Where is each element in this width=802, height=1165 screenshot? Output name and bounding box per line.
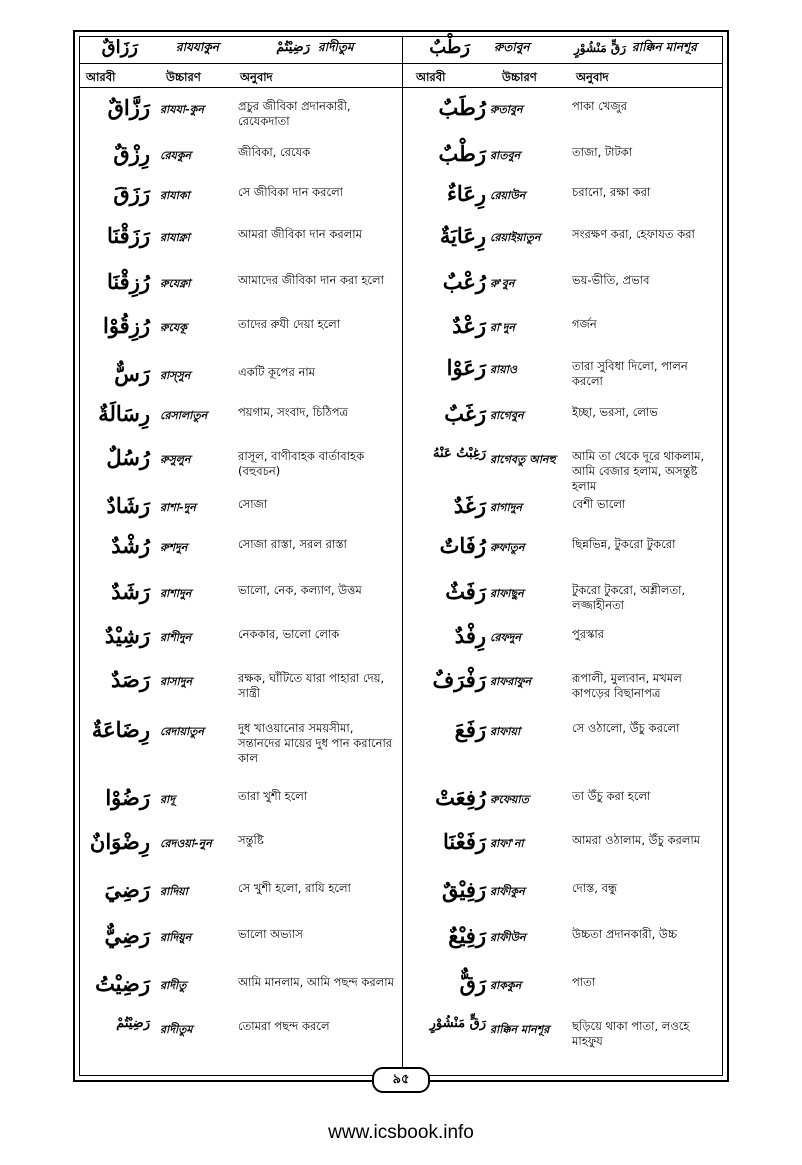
entry-meaning: আমাদের জীবিকা দান করা হলো: [238, 273, 384, 287]
entry-meaning: সে খুশী হলো, রাযি হলো: [238, 881, 351, 895]
entry-arabic: رُطَبٌ: [438, 95, 486, 120]
header-arabic-right: رَطْبٌ: [429, 37, 470, 58]
entry-arabic: رُزِقْنَا: [106, 269, 150, 294]
header-arabic-left: رَزَاقٌ: [101, 37, 138, 58]
entry-meaning: তোমরা পছন্দ করলে: [238, 1019, 330, 1033]
entry-meaning: ছিন্নভিন্ন, টুকরো টুকরো: [572, 537, 676, 551]
table-border: [79, 36, 723, 1076]
entry-pronunciation: রুতাবুন: [490, 103, 523, 116]
entry-pronunciation: রাযযা-কুন: [160, 103, 204, 116]
entry-arabic: رَشِيْدٌ: [104, 623, 150, 648]
entry-arabic: رَقٌّ: [459, 971, 486, 996]
entry-arabic: رَضِيْتُمْ: [116, 1016, 150, 1031]
entry-meaning: দুধ খাওয়ানোর সময়সীমা, সন্তানদের মায়ের দুধ পান করানোর কাল: [238, 721, 393, 765]
entry-pronunciation: রাগেবুন: [490, 409, 524, 422]
entry-meaning: তাজা, টাটকা: [572, 145, 633, 159]
entry-pronunciation: রুফেয়াত: [490, 793, 529, 806]
footer-url: www.icsbook.info: [328, 1122, 474, 1143]
column-divider: [402, 37, 403, 1075]
entry-meaning: তারা সুবিধা দিলো, পালন করলো: [572, 359, 688, 388]
header-arabic-left-mid: رَضِيْتُمْ: [276, 40, 310, 55]
entry-arabic: رَشَدٌ: [111, 579, 150, 604]
column-header-pronunciation: উচ্চারণ: [166, 70, 201, 84]
entry-meaning: গর্জন: [572, 317, 597, 331]
entry-meaning: সে জীবিকা দান করলো: [238, 185, 344, 199]
entry-pronunciation: রা'দুন: [490, 321, 515, 334]
entry-arabic: رَضِيْتُ: [95, 971, 150, 996]
entry-meaning: প্রচুর জীবিকা প্রদানকারী, রেযেকদাতা: [238, 99, 351, 128]
entry-pronunciation: রুশদুন: [160, 541, 188, 554]
entry-meaning: তাদের রুযী দেয়া হলো: [238, 317, 341, 331]
entry-pronunciation: রায়াও: [490, 363, 518, 376]
entry-pronunciation: রাশা-দুন: [160, 501, 196, 514]
entry-arabic: رِسَالَةٌ: [98, 401, 150, 426]
entry-arabic: رَغَبٌ: [444, 401, 486, 426]
entry-meaning: পুরস্কার: [572, 627, 605, 641]
entry-arabic: رَعَوْا: [446, 355, 486, 380]
entry-pronunciation: রাশীদুন: [160, 631, 192, 644]
entry-arabic: رِعَاءٌ: [447, 181, 486, 206]
entry-arabic: رَضِيٌّ: [104, 923, 150, 948]
entry-pronunciation: রেফদুন: [490, 631, 521, 644]
entry-pronunciation: রাফরাফুন: [490, 675, 532, 688]
entry-pronunciation: রেযকুন: [160, 149, 192, 162]
entry-arabic: رَفِيْقٌ: [441, 877, 486, 902]
entry-arabic: رُعْبٌ: [442, 269, 486, 294]
entry-meaning: নেককার, ভালো লোক: [238, 627, 340, 641]
entry-arabic: رَقٍّ مَنْشُوْرٍ: [429, 1016, 486, 1031]
entry-arabic: رَصَدٌ: [111, 667, 150, 692]
page-number: ৯৫: [372, 1067, 430, 1093]
entry-meaning: তারা খুশী হলো: [238, 789, 308, 803]
entry-arabic: رَسٌّ: [114, 361, 150, 386]
entry-meaning: চরানো, রক্ষা করা: [572, 185, 651, 199]
entry-pronunciation: রাস্সুন: [160, 369, 191, 382]
entry-pronunciation: রাযাক্না: [160, 231, 190, 244]
entry-arabic: رُزِقُوْا: [102, 313, 150, 338]
entry-pronunciation: রাফায়া: [490, 725, 521, 738]
entry-arabic: رَغِبْتُ عَنْهُ: [433, 446, 486, 461]
entry-pronunciation: রাগাদুন: [490, 501, 522, 514]
entry-pronunciation: রুসুলুন: [160, 453, 191, 466]
entry-meaning: আমি মানলাম, আমি পছন্দ করলাম: [238, 975, 394, 989]
entry-pronunciation: রেয়াউন: [490, 189, 526, 202]
entry-arabic: رُشْدٌ: [111, 533, 150, 558]
entry-arabic: رِضَاعَةٌ: [91, 717, 150, 742]
entry-pronunciation: রুযেকূ: [160, 321, 187, 334]
entry-pronunciation: রাককুন: [490, 979, 522, 992]
entry-meaning: আমি তা থেকে দূরে থাকলাম, আমি বেজার হলাম, অসন্তুষ্ট হলাম: [572, 449, 705, 493]
entry-pronunciation: রাসাদুন: [160, 675, 193, 688]
header-pronunciation-right-2: রাক্কিন মানশূর: [632, 40, 697, 54]
column-header-arabic: আরবী: [86, 70, 116, 84]
entry-meaning: সোজা: [238, 497, 268, 511]
entry-meaning: দোস্ত, বন্ধু: [572, 881, 618, 895]
entry-arabic: رَزَّاقٌ: [107, 95, 150, 120]
entry-arabic: رَضُوْا: [105, 785, 150, 810]
entry-meaning: রাসূল, বাণীবাহক বার্তাবাহক (বহুবচন): [238, 449, 365, 478]
entry-arabic: رَفْرَفٌ: [432, 667, 486, 692]
entry-arabic: رُفِعَتْ: [435, 785, 486, 810]
column-header-meaning: অনুবাদ: [576, 70, 609, 84]
column-header-arabic: আরবী: [416, 70, 446, 84]
entry-pronunciation: রাতবুন: [490, 149, 521, 162]
entry-meaning: পয়গাম, সংবাদ, চিঠিপত্র: [238, 405, 348, 419]
column-header-pronunciation: উচ্চারণ: [502, 70, 537, 84]
entry-arabic: رَغَدٌ: [453, 493, 486, 518]
entry-meaning: রক্ষক, ঘাঁটিতে যারা পাহারা দেয়, সান্ত্রী: [238, 671, 385, 700]
column-header-meaning: অনুবাদ: [240, 70, 273, 84]
entry-arabic: رِعَايَةٌ: [439, 223, 486, 248]
entry-meaning: ভালো, নেক, কল্যাণ, উত্তম: [238, 583, 362, 597]
entry-meaning: রূপালী, মুল্যবান, মখমল কাপড়ের বিছানাপত্র: [572, 671, 682, 700]
entry-meaning: সে ওঠালো, উঁচু করলো: [572, 721, 680, 735]
entry-arabic: رَفَعْنَا: [442, 829, 486, 854]
entry-meaning: টুকরো টুকরো, অশ্লীলতা, লজ্জাহীনতা: [572, 583, 686, 612]
entry-pronunciation: রাফা'না: [490, 837, 524, 850]
entry-arabic: رُفَاتٌ: [439, 533, 486, 558]
entry-pronunciation: রেদায়াতুন: [160, 725, 204, 738]
entry-arabic: رَطْبٌ: [438, 141, 486, 166]
entry-meaning: আমরা ওঠালাম, উঁচু করলাম: [572, 833, 701, 847]
entry-pronunciation: রাশাদুন: [160, 587, 192, 600]
entry-pronunciation: রাফাছুন: [490, 587, 524, 600]
entry-meaning: উচ্চতা প্রদানকারী, উচ্চ: [572, 927, 678, 941]
header-arabic-right-mid: رَقٍّ مَنْشُوْرٍ: [573, 41, 626, 55]
entry-pronunciation: রেদওয়া-নুন: [160, 837, 212, 850]
entry-arabic: رِفْدٌ: [454, 623, 486, 648]
entry-pronunciation: রাগেবতু আনহু: [490, 453, 556, 466]
entry-meaning: সোজা রাস্তা, সরল রাস্তা: [238, 537, 347, 551]
entry-arabic: رَفَثٌ: [445, 579, 486, 604]
entry-pronunciation: রাদিয়া: [160, 885, 188, 898]
entry-arabic: رَشَادٌ: [106, 493, 150, 518]
header-pronunciation-left-2: রাদীতুম: [318, 40, 354, 54]
entry-pronunciation: রু'বুন: [490, 277, 515, 290]
entry-arabic: رَعْدٌ: [452, 313, 486, 338]
entry-meaning: একটি কূপের নাম: [238, 365, 316, 379]
entry-arabic: رُسُلٌ: [106, 445, 150, 470]
entry-pronunciation: রেসালাতুন: [160, 409, 208, 422]
entry-pronunciation: রাদীতু: [160, 979, 187, 992]
entry-arabic: رَزَقْنَا: [106, 223, 150, 248]
entry-pronunciation: রুফাতুন: [490, 541, 525, 554]
entry-arabic: رِزْقٌ: [113, 141, 150, 166]
entry-arabic: رَفِيْعٌ: [448, 923, 486, 948]
entry-pronunciation: রাফীউন: [490, 931, 526, 944]
entry-meaning: ভয়-ভীতি, প্রভাব: [572, 273, 650, 287]
entry-pronunciation: রাদীতুম: [160, 1023, 193, 1036]
entry-pronunciation: রাফীকুন: [490, 885, 525, 898]
entry-meaning: সন্তুষ্টি: [238, 833, 264, 847]
entry-pronunciation: রুযেক্না: [160, 277, 191, 290]
entry-meaning: আমরা জীবিকা দান করলাম: [238, 227, 362, 241]
entry-arabic: رَفَعَ: [454, 717, 486, 742]
entry-pronunciation: রেয়াইয়াতুন: [490, 231, 541, 244]
header-divider: [80, 63, 722, 64]
entry-meaning: জীবিকা, রেযেক: [238, 145, 311, 159]
entry-pronunciation: রাযাকা: [160, 189, 190, 202]
entry-meaning: পাতা: [572, 975, 596, 989]
entry-meaning: ভালো অভ্যাস: [238, 927, 303, 941]
entry-arabic: رِضْوَانٌ: [89, 829, 150, 854]
entry-meaning: সংরক্ষণ করা, হেফাযত করা: [572, 227, 695, 241]
header-pronunciation-left-1: রাযযাকুন: [176, 40, 219, 54]
entry-pronunciation: রাক্কিন মানশূর: [490, 1023, 550, 1036]
entry-pronunciation: রাদূ: [160, 793, 176, 806]
page-frame: [73, 30, 729, 1082]
entry-meaning: ছড়িয়ে থাকা পাতা, লওহে মাহফুয: [572, 1019, 690, 1048]
entry-meaning: তা উঁচু করা হলো: [572, 789, 651, 803]
entry-arabic: رَزَقَ: [113, 181, 150, 206]
entry-meaning: পাকা খেজুর: [572, 99, 628, 113]
entry-pronunciation: রাদিয়ুন: [160, 931, 192, 944]
entry-arabic: رَضِيَ: [104, 877, 150, 902]
entry-meaning: বেশী ভালো: [572, 497, 626, 511]
entry-meaning: ইচ্ছা, ভরসা, লোভ: [572, 405, 658, 419]
header-pronunciation-right-1: রুতাবুন: [494, 40, 530, 54]
